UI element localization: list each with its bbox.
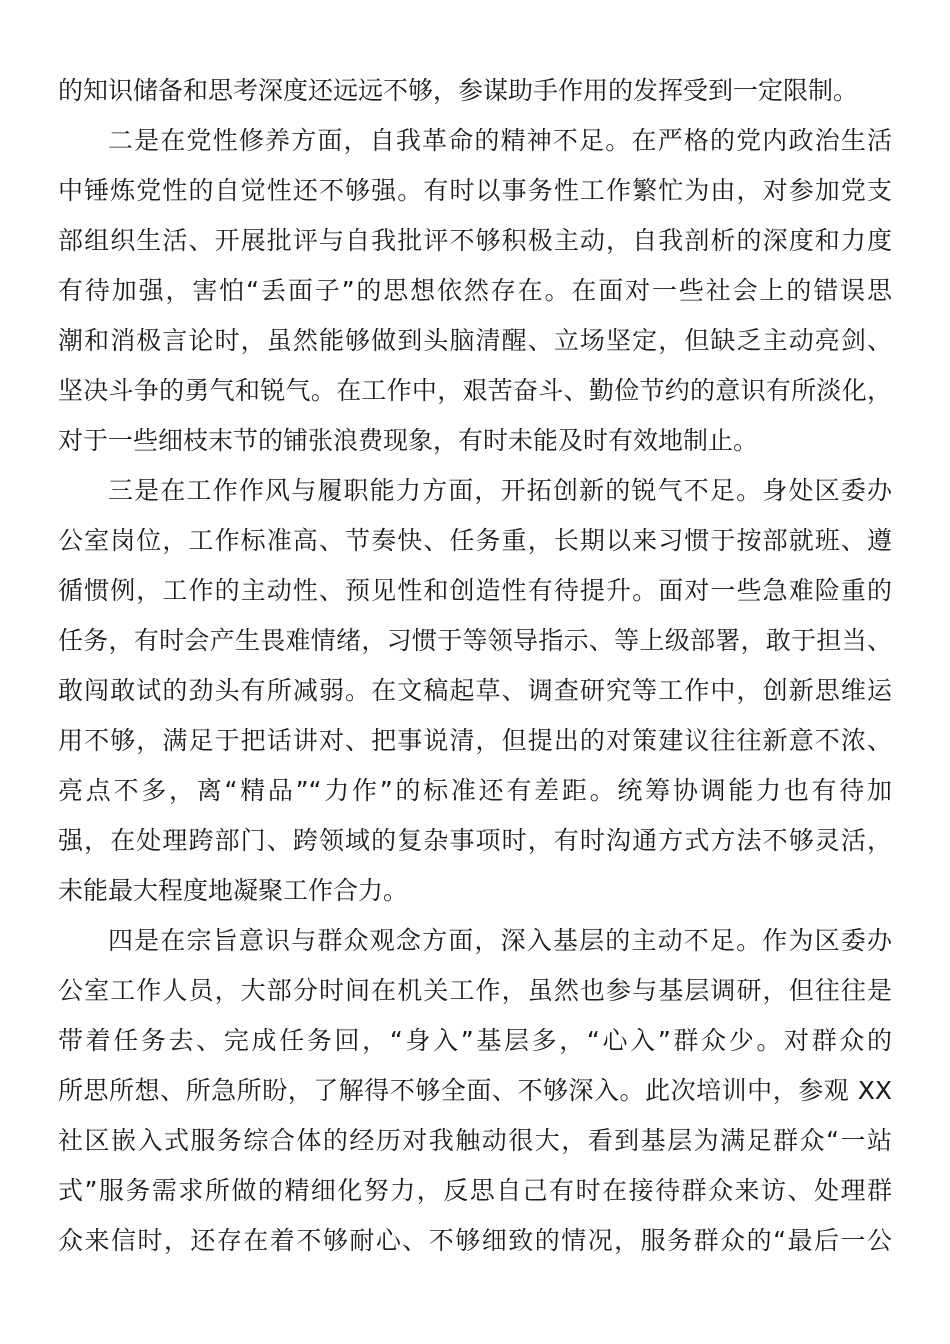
document-body [58,66,892,1266]
text-line: 潮和消极言论时，虽然能够做到头脑清醒、立场坚定，但缺乏主动亮剑、 [58,326,892,355]
text-line: 循惯例，工作的主动性、预见性和创造性有待提升。面对一些急难险重的 [58,576,892,605]
text-line: 亮点不多，离“精品”“力作”的标准还有差距。统筹协调能力也有待加 [58,776,892,805]
text-line: 部组织生活、开展批评与自我批评不够积极主动，自我剖析的深度和力度 [58,226,892,255]
text-line: 公室岗位，工作标准高、节奏快、任务重，长期以来习惯于按部就班、遵 [58,526,892,555]
text-line: 用不够，满足于把话讲对、把事说清，但提出的对策建议往往新意不浓、 [58,726,892,755]
paragraph-first-line: 四是在宗旨意识与群众观念方面，深入基层的主动不足。作为区委办 [108,926,892,955]
paragraph-first-line: 三是在工作作风与履职能力方面，开拓创新的锐气不足。身处区委办 [108,476,892,505]
text-line: 社区嵌入式服务综合体的经历对我触动很大，看到基层为满足群众“一站 [58,1126,892,1155]
text-line: 对于一些细枝末节的铺张浪费现象，有时未能及时有效地制止。 [58,426,759,455]
text-line: 强，在处理跨部门、跨领域的复杂事项时，有时沟通方式方法不够灵活， [58,826,892,855]
text-line: 公室工作人员，大部分时间在机关工作，虽然也参与基层调研，但往往是 [58,976,892,1005]
text-line: 敢闯敢试的劲头有所减弱。在文稿起草、调查研究等工作中，创新思维运 [58,676,892,705]
text-line: 坚决斗争的勇气和锐气。在工作中，艰苦奋斗、勤俭节约的意识有所淡化， [58,376,892,405]
text-line: 所思所想、所急所盼，了解得不够全面、不够深入。此次培训中，参观 XX [58,1076,892,1105]
paragraph-first-line: 二是在党性修养方面，自我革命的精神不足。在严格的党内政治生活 [108,126,892,155]
text-line: 众来信时，还存在着不够耐心、不够细致的情况，服务群众的“最后一公 [58,1226,892,1255]
text-line: 有待加强，害怕“丢面子”的思想依然存在。在面对一些社会上的错误思 [58,276,892,305]
text-line: 带着任务去、完成任务回，“身入”基层多，“心入”群众少。对群众的 [58,1026,892,1055]
text-line: 的知识储备和思考深度还远远不够，参谋助手作用的发挥受到一定限制。 [58,76,859,105]
text-line: 未能最大程度地凝聚工作合力。 [58,876,409,905]
text-line: 任务，有时会产生畏难情绪，习惯于等领导指示、等上级部署，敢于担当、 [58,626,892,655]
text-line: 中锤炼党性的自觉性还不够强。有时以事务性工作繁忙为由，对参加党支 [58,176,892,205]
text-line: 式”服务需求所做的精细化努力，反思自己有时在接待群众来访、处理群 [58,1176,892,1205]
